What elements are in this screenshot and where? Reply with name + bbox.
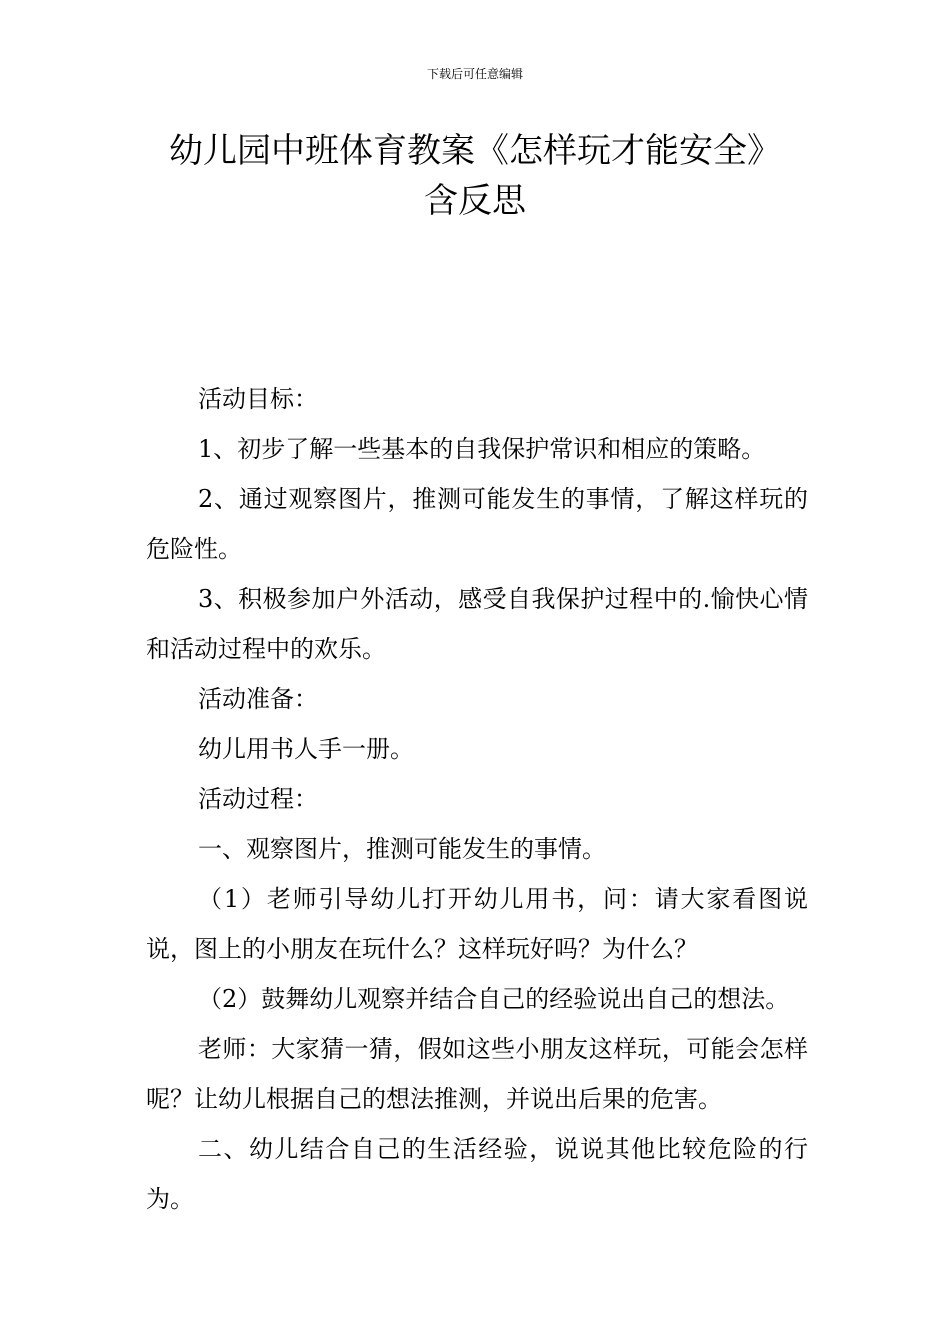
goal-item-2: 2、通过观察图片，推测可能发生的事情，了解这样玩的危险性。	[146, 485, 808, 563]
process-step-2: 二、幼儿结合自己的生活经验，说说其他比较危险的行为。	[146, 1135, 808, 1213]
preparation-text: 幼儿用书人手一册。	[198, 735, 414, 763]
section-heading-process: 活动过程：	[198, 785, 318, 813]
goal-item-1: 1、初步了解一些基本的自我保护常识和相应的策略。	[198, 435, 766, 463]
document-body	[146, 374, 808, 1224]
process-step-1: 一、观察图片，推测可能发生的事情。	[198, 835, 606, 863]
title-line-2: 含反思	[424, 181, 526, 221]
process-substep-2: （2）鼓舞幼儿观察并结合自己的经验说出自己的想法。	[198, 985, 790, 1013]
header-note: 下载后可任意编辑	[426, 67, 523, 81]
teacher-prompt: 老师：大家猜一猜，假如这些小朋友这样玩，可能会怎样呢？让幼儿根据自己的想法推测，并说出后果的危害。	[146, 1035, 808, 1113]
process-substep-1: （1）老师引导幼儿打开幼儿用书，问：请大家看图说说，图上的小朋友在玩什么？这样玩好吗？为什么？	[146, 885, 808, 963]
document-title	[0, 126, 950, 226]
section-heading-goals: 活动目标：	[198, 385, 318, 413]
section-heading-preparation: 活动准备：	[198, 685, 318, 713]
title-line-1: 幼儿园中班体育教案《怎样玩才能安全》	[169, 131, 781, 171]
goal-item-3: 3、积极参加户外活动，感受自我保护过程中的.愉快心情和活动过程中的欢乐。	[146, 585, 808, 663]
